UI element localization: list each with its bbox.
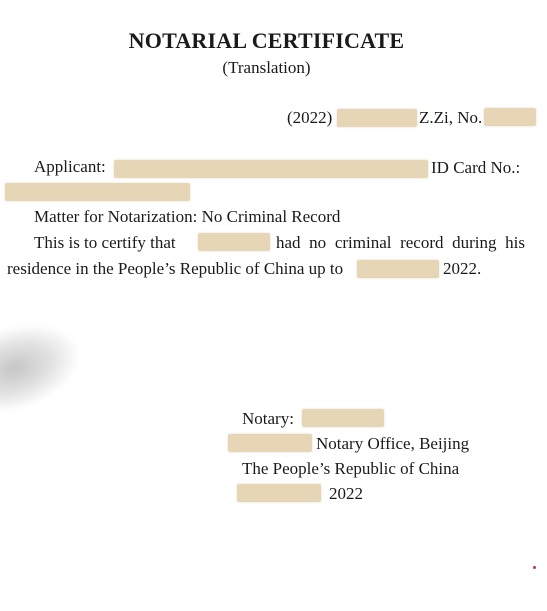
signature-year: 2022 [329,484,363,503]
certify-text-mid: had no criminal record during his [276,233,525,252]
residence-year: 2022. [443,259,482,278]
redaction-block [237,484,321,502]
notary-label: Notary: [242,409,294,428]
document-subtitle: (Translation) [222,58,311,77]
notary-office: Notary Office, Beijing [316,434,470,453]
redaction-block [114,160,428,178]
scan-smudge [0,310,90,420]
redaction-block [357,260,439,278]
reference-zi-label: Z.Zi, No. [419,108,483,127]
certify-text-start: This is to certify that [34,233,176,252]
reference-year: (2022) [287,108,333,127]
redaction-block [484,108,536,126]
redaction-block [302,409,384,427]
id-card-label: ID Card No.: [431,158,521,177]
country-line: The People’s Republic of China [242,459,460,478]
redaction-block [5,183,190,201]
redaction-block [198,233,270,251]
residence-text: residence in the People’s Republic of China up to [7,259,344,278]
redaction-block [228,434,312,452]
applicant-label: Applicant: [34,157,106,176]
redaction-block [337,109,417,127]
red-mark [533,566,536,569]
document-title: NOTARIAL CERTIFICATE [128,28,405,53]
matter-line: Matter for Notarization: No Criminal Record [34,207,341,226]
